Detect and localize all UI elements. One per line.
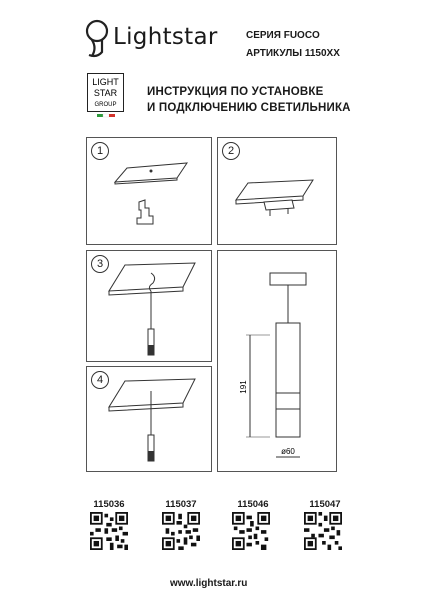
installed-fixture-illustration (87, 367, 211, 471)
website-url: www.lightstar.ru (170, 578, 248, 589)
badge-group: GROUP (94, 102, 117, 108)
lightbulb-logo-icon (83, 18, 111, 58)
step-number: 1 (91, 142, 109, 160)
article-number: 115036 (93, 499, 125, 510)
article-label: АРТИКУЛЫ 1150XX (246, 48, 340, 59)
article-number: 115046 (237, 499, 269, 510)
step-4-panel (86, 366, 212, 472)
article-number: 115037 (165, 499, 197, 510)
qr-code-icon (90, 512, 128, 550)
article-number: 115047 (309, 499, 341, 510)
flag-green (97, 114, 103, 117)
step-number: 2 (222, 142, 240, 160)
step-number: 4 (91, 371, 109, 389)
qr-code-icon (304, 512, 342, 550)
dimensions-panel (217, 250, 337, 472)
step-number: 3 (91, 255, 109, 273)
step-3-panel (86, 250, 212, 362)
lightstar-group-badge (87, 73, 124, 119)
wire-connection-illustration (87, 251, 211, 361)
title-line-1: ИНСТРУКЦИЯ ПО УСТАНОВКЕ (147, 86, 324, 98)
step-1-panel (86, 137, 212, 245)
page-title (147, 84, 351, 116)
brand-name: Lightstar (113, 24, 218, 50)
badge-star: STAR (93, 88, 118, 98)
height-dimension: 191 (239, 380, 248, 394)
badge-light: LIGHT (92, 77, 119, 87)
step-2-panel (217, 137, 337, 245)
diameter-dimension: ø60 (281, 447, 295, 456)
series-label: СЕРИЯ FUOCO (246, 30, 320, 41)
series-info (246, 27, 350, 63)
title-line-2: И ПОДКЛЮЧЕНИЮ СВЕТИЛЬНИКА (147, 102, 351, 114)
qr-code-icon (162, 512, 200, 550)
mounting-bracket-illustration (218, 138, 336, 244)
flag-red (109, 114, 115, 117)
ceiling-plate-illustration (87, 138, 211, 244)
fixture-dimension-drawing (218, 251, 336, 471)
qr-code-icon (232, 512, 270, 550)
